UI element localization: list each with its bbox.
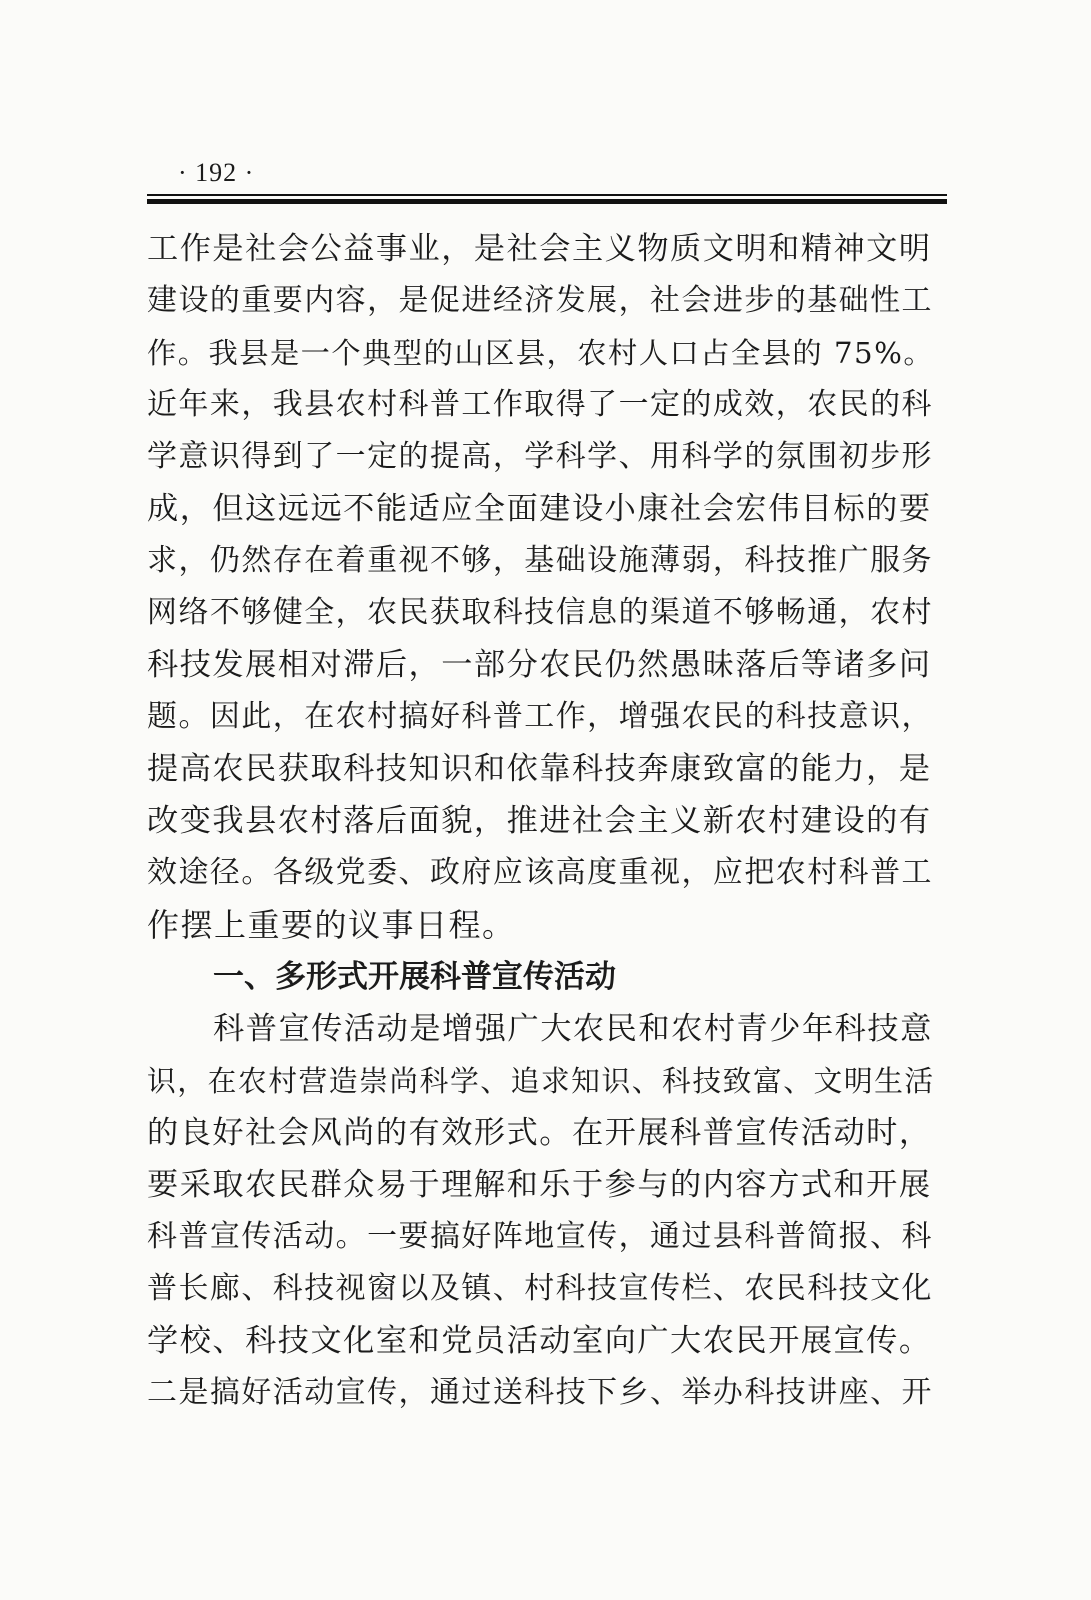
text-line: 提高农民获取科技知识和依靠科技奔康致富的能力，是	[147, 751, 932, 787]
header-rule-thin	[147, 194, 947, 196]
text-line: 工作是社会公益事业，是社会主义物质文明和精神文明	[147, 231, 932, 267]
text-line: 普长廊、科技视窗以及镇、村科技宣传栏、农民科技文化	[147, 1271, 933, 1306]
text-line: 求，仍然存在着重视不够，基础设施薄弱，科技推广服务	[147, 543, 933, 578]
text-line: 网络不够健全，农民获取科技信息的渠道不够畅通，农村	[147, 595, 933, 630]
text-line: 建设的重要内容，是促进经济发展，社会进步的基础性工	[147, 283, 933, 318]
text-line: 二是搞好活动宣传，通过送科技下乡、举办科技讲座、开	[147, 1375, 933, 1410]
text-line: 改变我县农村落后面貌，推进社会主义新农村建设的有	[147, 803, 932, 839]
page-number: · 192 ·	[178, 158, 255, 187]
text-line: 要采取农民群众易于理解和乐于参与的内容方式和开展	[147, 1167, 932, 1203]
section-heading: 一、多形式开展科普宣传活动	[213, 959, 616, 995]
text-line: 近年来，我县农村科普工作取得了一定的成效，农民的科	[147, 387, 933, 422]
text-line: 的良好社会风尚的有效形式。在开展科普宣传活动时，	[147, 1115, 932, 1151]
text-line: 科技发展相对滞后，一部分农民仍然愚昧落后等诸多问	[147, 647, 932, 683]
text-line: 学校、科技文化室和党员活动室向广大农民开展宣传。	[147, 1323, 932, 1359]
text-line: 作摆上重要的议事日程。	[147, 906, 516, 944]
text-line: 成，但这远远不能适应全面建设小康社会宏伟目标的要	[147, 491, 932, 527]
header-rule-thick	[147, 199, 947, 204]
text-line: 识，在农村营造崇尚科学、追求知识、科技致富、文明生活	[147, 1064, 935, 1098]
body-text	[147, 223, 947, 1419]
text-line: 效途径。各级党委、政府应该高度重视，应把农村科普工	[147, 855, 933, 890]
text-line: 科普宣传活动是增强广大农民和农村青少年科技意	[213, 1011, 933, 1047]
text-line: 题。因此，在农村搞好科普工作，增强农民的科技意识，	[147, 699, 933, 734]
text-line: 学意识得到了一定的提高，学科学、用科学的氛围初步形	[147, 439, 933, 474]
text-line: 作。我县是一个典型的山区县，农村人口占全县的 75%。	[147, 336, 935, 370]
text-line: 科普宣传活动。一要搞好阵地宣传，通过县科普简报、科	[147, 1219, 933, 1254]
